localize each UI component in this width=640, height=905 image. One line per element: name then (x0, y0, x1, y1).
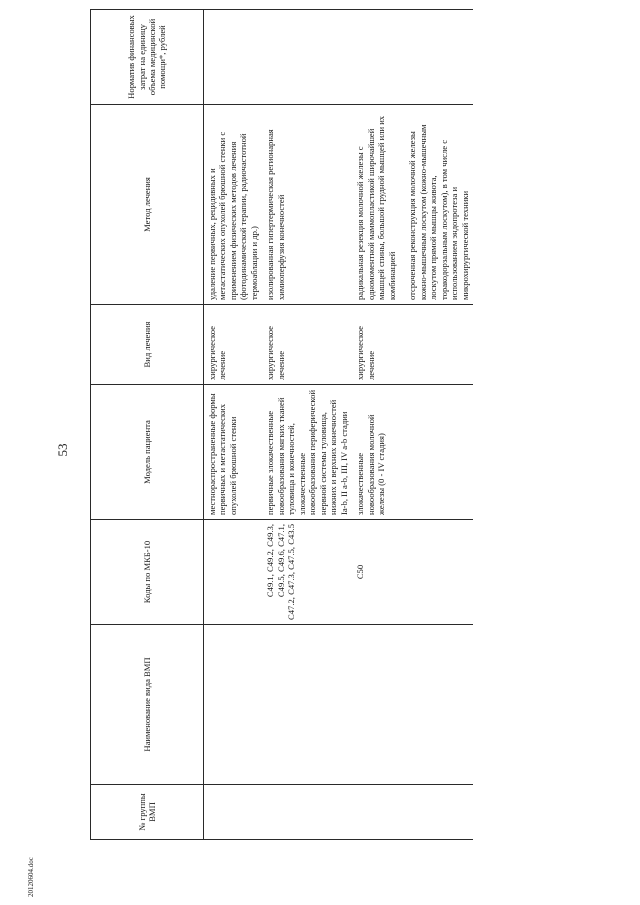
cell-group (352, 785, 473, 840)
cell-icd-codes (204, 520, 263, 625)
table-row (262, 10, 352, 840)
header-patient-model: Модель пациента (91, 385, 204, 520)
page-number: 53 (55, 443, 70, 457)
vmp-table (90, 9, 473, 840)
method-item: изолированная гипертермическая регионарная химиоперфузия конечностей (265, 129, 286, 300)
header-cost-norm: Норматив финансовых затрат на единицу объема медицинской помощи*, рублей (91, 10, 204, 105)
table-row (352, 10, 473, 840)
cell-treatment-method (262, 105, 352, 305)
header-treatment-method: Метод лечения (91, 105, 204, 305)
footer-file-name: 20120604.doc (27, 857, 35, 897)
method-item: отсроченная реконструкция молочной железы кожно-мышечным лоскутом (кожно-мышечным лоскутом прямой мышцы живота, торакодорзальным лоскутом), в том числе с использованием эндопротеза и микрохирургической техники (407, 124, 470, 300)
cell-cost-norm (204, 10, 263, 105)
cell-cost-norm (352, 10, 473, 105)
cell-group (262, 785, 352, 840)
cell-patient-model: местнораспространенные формы первичных и метастатических опухолей брюшной стенки (204, 385, 263, 520)
header-vmp-name: Наименование вида ВМП (91, 625, 204, 785)
cell-cost-norm (262, 10, 352, 105)
cell-group (204, 785, 263, 840)
cell-vmp-name (262, 625, 352, 785)
header-treatment-type: Вид лечения (91, 305, 204, 385)
cell-treatment-type: хирургическое лечение (352, 305, 473, 385)
cell-patient-model: первичные злокачественные новообразования мягких тканей туловища и конечностей, злокачественные новообразования периферической нервной системы туловища, нижних и верхних конечностей Ia-b, II a-b, III, IV a-b стадии (262, 385, 352, 520)
cell-treatment-type: хирургическое лечение (262, 305, 352, 385)
table-header-row (91, 10, 204, 840)
cell-treatment-method (204, 105, 263, 305)
cell-vmp-name (204, 625, 263, 785)
method-item: радикальная резекция молочной железы с одномоментной маммопластикой широчайшей мышцей спины, большой грудной мышцей или их комбинацией (355, 115, 397, 300)
header-group-number: № группы ВМП (91, 785, 204, 840)
cell-patient-model: злокачественные новообразования молочной железы (0 - IV стадия) (352, 385, 473, 520)
cell-icd-codes: C49.1, C49.2, C49.3, C49.5, C49.6, C47.1, C47.2, C47.3, C47.5, C43.5 (262, 520, 352, 625)
landscape-sheet (90, 10, 610, 840)
cell-treatment-method (352, 105, 473, 305)
cell-vmp-name (352, 625, 473, 785)
table-row (204, 10, 263, 840)
cell-icd-codes: C50 (352, 520, 473, 625)
header-icd-codes: Коды по МКБ-10 (91, 520, 204, 625)
cell-treatment-type: хирургическое лечение (204, 305, 263, 385)
method-item: удаление первичных, рецидивных и метастатических опухолей брюшной стенки с применением физических методов лечения (фотодинамической терапии, радиочастотной термоаблации и др.) (207, 131, 259, 300)
